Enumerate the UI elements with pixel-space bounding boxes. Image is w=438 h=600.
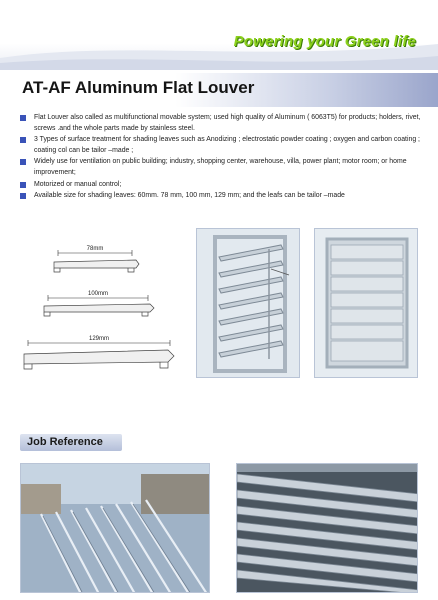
profile-label-78mm: 78mm [86,246,104,252]
feature-item [20,191,426,202]
feature-text: Motorized or manual control; [34,180,122,188]
job-reference-title: Job Reference [27,436,103,448]
feature-text: Widely use for ventilation on public building; industry, shopping center, warehouse, villa, power plant; motor room; or home improvement; [34,158,407,176]
job-reference-photo-facade [236,463,418,593]
feature-item [20,157,426,178]
square-bullet-icon [20,137,26,143]
profile-100mm [44,291,154,316]
louver-open-photo [196,228,300,378]
profile-78mm [54,246,139,272]
page-title: AT-AF Aluminum Flat Louver [22,78,255,97]
louver-closed-photo [314,228,418,378]
square-bullet-icon [20,115,26,121]
feature-text: Flat Louver also called as multifunctional movable system; used high quality of Aluminum ( 6063T5) for products; holders, rivet, screws .and the whole parts made by stainless steel. [34,114,421,132]
profile-label-129mm: 129mm [88,336,110,342]
feature-item [20,113,426,134]
header-banner [0,0,438,70]
job-reference-photo-rooftop [20,463,210,593]
slogan: Powering your Green life [233,33,416,50]
louver-profile-drawings [18,238,176,378]
feature-list [20,113,426,203]
profile-label-100mm: 100mm [87,291,109,297]
profile-129mm [24,336,174,369]
feature-text: 3 Types of surface treatment for shading leaves such as Anodizing ; electrostatic powder coating ; oxygen and carbon coating ; coating col can be tailor –made ; [34,136,420,154]
square-bullet-icon [20,182,26,188]
feature-text: Available size for shading leaves: 60mm. 78 mm, 100 mm, 129 mm; and the leafs can be tailor –made [34,192,345,200]
feature-item [20,135,426,156]
square-bullet-icon [20,193,26,199]
feature-item [20,180,426,191]
square-bullet-icon [20,159,26,165]
